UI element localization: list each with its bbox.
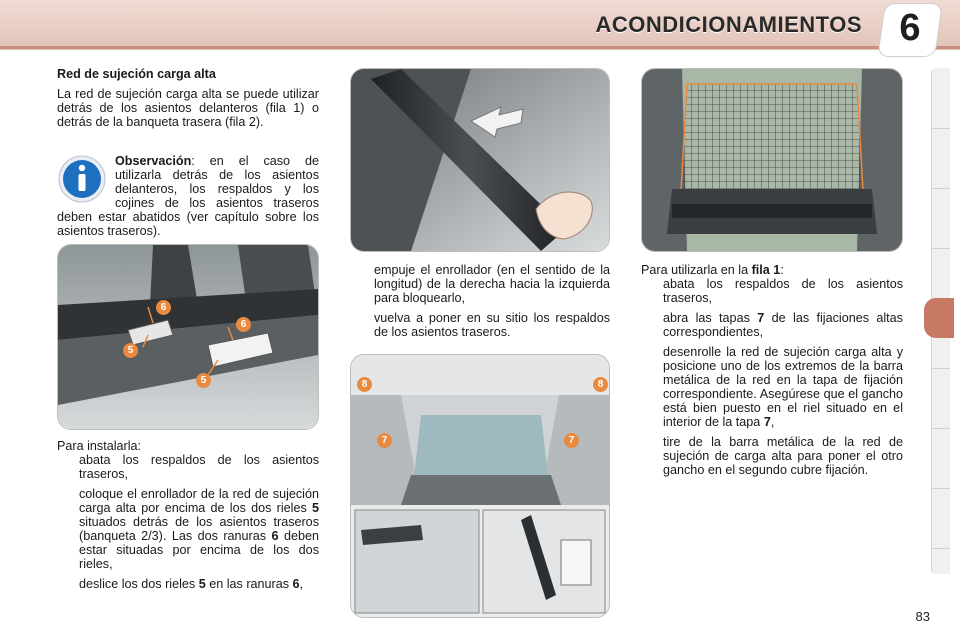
callout-8: 8 bbox=[593, 377, 608, 392]
list-item: tire de la barra metálica de la red de sujeción de carga alta para poner el otro gancho en el segundo cubre fijación. bbox=[663, 435, 903, 477]
callout-5: 5 bbox=[196, 373, 211, 388]
list-item: abata los respaldos de los asientos traseros, bbox=[663, 277, 903, 305]
chapter-tab-active[interactable] bbox=[924, 298, 954, 338]
use-instructions bbox=[641, 263, 903, 483]
info-icon bbox=[57, 154, 107, 204]
roller-instructions bbox=[352, 263, 610, 345]
list-item: abata los respaldos de los asientos traseros, bbox=[79, 453, 319, 481]
tab-divider bbox=[932, 188, 950, 189]
page-number: 83 bbox=[915, 609, 930, 624]
callout-7: 7 bbox=[564, 433, 579, 448]
header-rule bbox=[0, 46, 960, 49]
tab-divider bbox=[932, 368, 950, 369]
callout-5: 5 bbox=[123, 343, 138, 358]
note-label: Observación bbox=[115, 154, 192, 168]
rail-slot-illustration bbox=[57, 244, 319, 430]
section-title: Red de sujeción carga alta bbox=[57, 67, 216, 81]
tab-divider bbox=[932, 428, 950, 429]
install-lead: Para instalarla: bbox=[57, 439, 141, 453]
tab-divider bbox=[932, 128, 950, 129]
intro-paragraph bbox=[57, 87, 319, 129]
list-item: abra las tapas 7 de las fijaciones altas correspondientes, bbox=[663, 311, 903, 339]
tab-divider bbox=[932, 488, 950, 489]
tab-divider bbox=[932, 248, 950, 249]
callout-6: 6 bbox=[156, 300, 171, 315]
chapter-number: 6 bbox=[899, 7, 921, 49]
fixing-cover-illustration bbox=[350, 354, 610, 618]
page-title: ACONDICIONAMIENTOS bbox=[595, 12, 862, 37]
callout-7: 7 bbox=[377, 433, 392, 448]
net-deployed-illustration bbox=[641, 68, 903, 252]
callout-6: 6 bbox=[236, 317, 251, 332]
callout-8: 8 bbox=[357, 377, 372, 392]
list-item: coloque el enrollador de la red de sujeción carga alta por encima de los dos rieles 5 situados detrás de los asientos traseros (banqueta 2/3). Las dos ranuras 6 deben estar situadas por encima de los dos rieles, bbox=[79, 487, 319, 571]
list-item: deslice los dos rieles 5 en las ranuras 6, bbox=[79, 577, 304, 591]
observation-note bbox=[57, 154, 319, 238]
list-item: vuelva a poner en su sitio los respaldos de los asientos traseros. bbox=[374, 311, 610, 339]
list-item: desenrolle la red de sujeción carga alta y posicione uno de los extremos de la barra metálica de la red en la tapa de fijación correspondiente. Asegúrese que el gancho está bien puesto en el riel situado en el interior de la tapa 7, bbox=[663, 345, 903, 429]
use-lead: Para utilizarla en la fila 1: bbox=[641, 263, 784, 277]
install-instructions bbox=[57, 439, 319, 597]
note-text: : en el caso de utilizarla detrás de los asientos delanteros, los respaldos y los cojines de los asientos traseros deben estar abatidos (ver capítulo sobre los asientos traseros). bbox=[57, 154, 319, 238]
tab-divider bbox=[932, 548, 950, 549]
list-item: empuje el enrollador (en el sentido de la longitud) de la derecha hacia la izquierda para bloquearlo, bbox=[374, 263, 610, 305]
intro-text: La red de sujeción carga alta se puede utilizar detrás de los asientos delanteros (fila 1) o detrás de la banqueta trasera (fila 2). bbox=[57, 87, 319, 129]
roller-push-illustration bbox=[350, 68, 610, 252]
